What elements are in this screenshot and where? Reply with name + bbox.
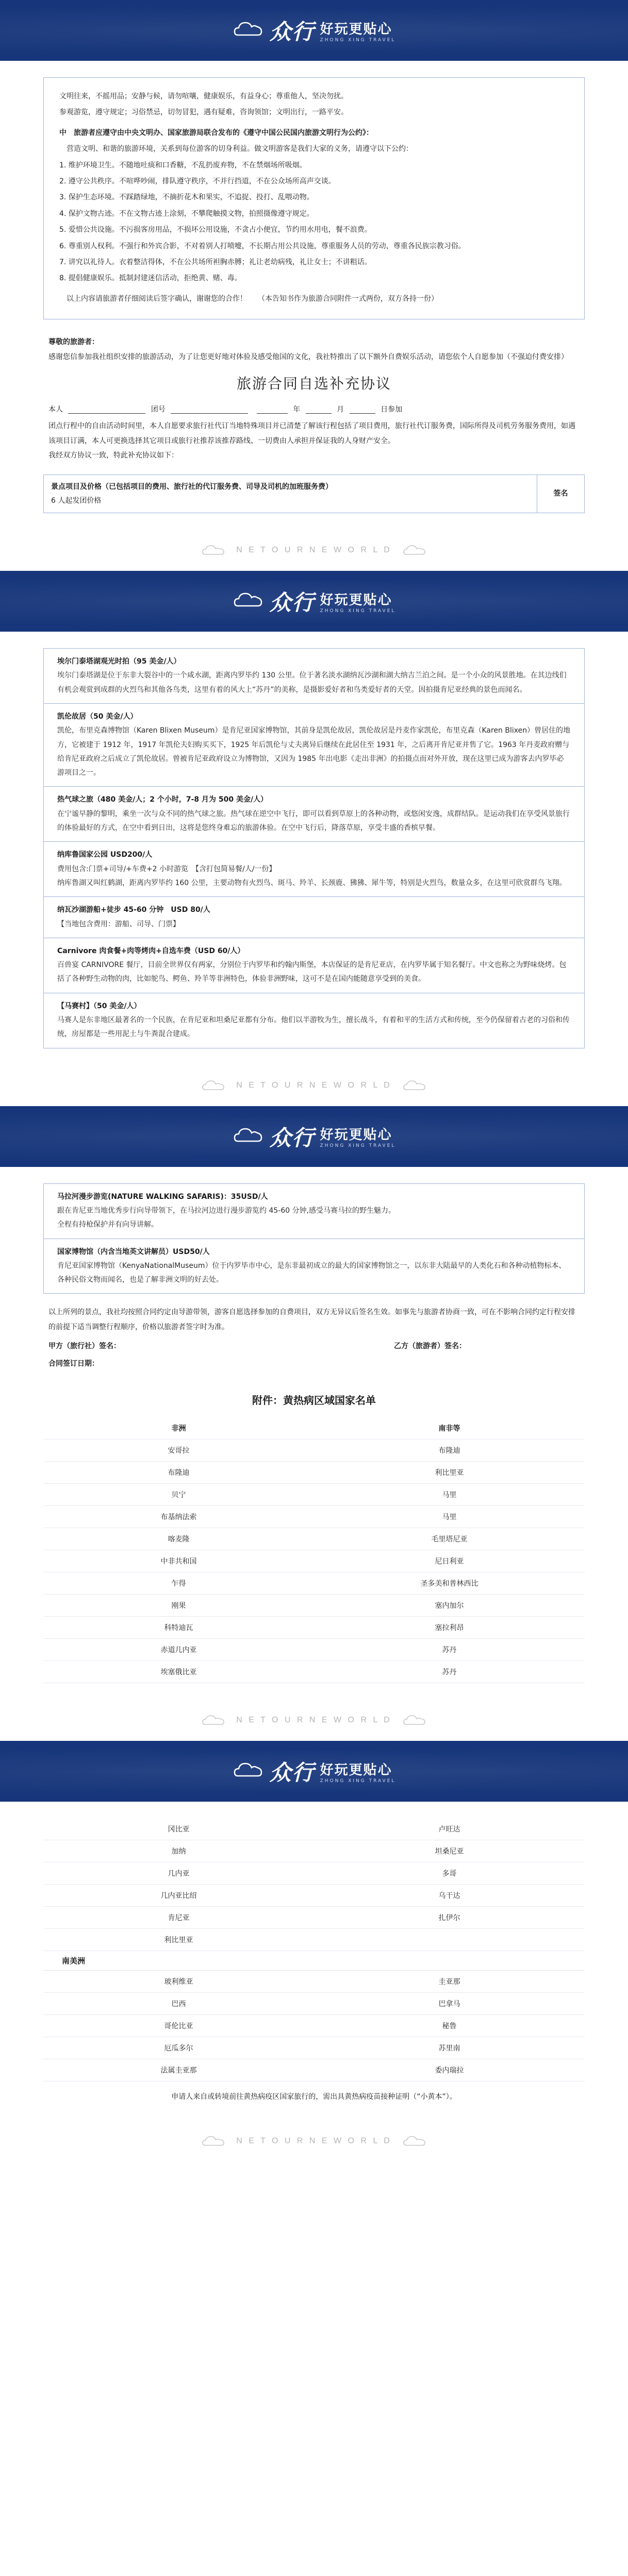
header-band (0, 0, 628, 61)
country-cell: 法属圭亚那 (43, 2059, 314, 2081)
name-blank[interactable] (68, 405, 145, 414)
country-cell: 冈比亚 (43, 1818, 314, 1840)
list-item (44, 993, 584, 1048)
civility-rule: 3. 保护生态环境。不踩踏绿地，不摘折花木和果实，不追捉、投打、乱喂动物。 (59, 193, 314, 202)
region-heading: 南美洲 (43, 1951, 585, 1971)
country-cell: 巴拿马 (314, 1993, 585, 2015)
civility-rule: 4. 保护文物古迹。不在文物古迹上涂刻，不攀爬触摸文物，拍照摄像遵守规定。 (59, 209, 314, 218)
brand-english: ZHONG XING TRAVEL (320, 1143, 396, 1149)
country-cell: 哥伦比亚 (43, 2015, 314, 2037)
month-blank[interactable] (306, 405, 332, 414)
cloud-logo-icon (233, 1121, 265, 1153)
party-a-label: 甲方（旅行社）签名： (48, 1342, 121, 1350)
country-cell: 委内瑞拉 (314, 2059, 585, 2081)
sign-column: 签名 (537, 474, 585, 513)
region-right: 南非等 (314, 1417, 585, 1439)
agreement-text (43, 419, 585, 463)
footer-text: N E T O U R N E W O R L D (236, 1716, 392, 1725)
item-desc: 马赛人是东非地区最著名的一个民族，在肯尼亚和坦桑尼亚都有分布。他们以半游牧为生，擅长战斗，有着和平的生活方式和传统，至今仍保留着古老的习俗和传统，房屋都是一些用泥土与牛粪混合建成。 (57, 1016, 570, 1039)
civility-box (43, 77, 585, 319)
country-grid (43, 1417, 585, 1683)
cloud-icon (403, 2136, 426, 2147)
list-item (44, 704, 584, 787)
country-cell: 多哥 (314, 1862, 585, 1885)
country-cell: 乍得 (43, 1572, 314, 1595)
country-cell: 圣多美和普林西比 (314, 1572, 585, 1595)
item-title: Carnivore 肉食餐+肉等烤肉+自选车费（USD 60/人） (57, 946, 245, 955)
items-section-a (0, 632, 628, 1065)
agreement-note: 我经双方协议一致，特此补充协议如下： (48, 451, 178, 460)
cloud-icon (202, 1715, 225, 1726)
civility-section (0, 61, 628, 530)
item-desc: 埃尔门泰塔湖是位于东非大裂谷中的一个咸水湖，距离内罗毕约 130 公里。位于著名淡水湖纳瓦沙湖和湖大纳吉兰泊之间。是一个小众的风景胜地。在其边线们有机会观赏到成群的火烈鸟和其他各鸟类，这里有着的风大上“苏丹”的美称，是摄影爱好者和鸟类爱好者的天堂。因拍摄肯尼亚经典的景色而闻名。 (57, 671, 567, 694)
party-b-label: 乙方（旅游者）签名： (394, 1342, 466, 1350)
cloud-icon (202, 2136, 225, 2147)
items-subheader: 6 人起发团价格 (51, 496, 102, 505)
list-item (44, 938, 584, 993)
civility-line: 参观游览，遵守规定；习俗禁忌，切勿冒犯，遇有疑难，咨询领馆；文明出行，一路平安。 (59, 108, 348, 117)
country-cell: 卢旺达 (314, 1818, 585, 1840)
header-band (0, 1106, 628, 1167)
dedication-text: 感谢您信参加我社组织安排的旅游活动，为了让您更好地对体验及感受他国的文化，我社特推出了以下额外自费娱乐活动，请您依个人自愿参加（不强迫付费安排） (48, 353, 568, 362)
country-cell: 秘鲁 (314, 2015, 585, 2037)
list-item (44, 1184, 584, 1239)
country-cell: 尼日利亚 (314, 1550, 585, 1572)
footer-strip (0, 530, 628, 571)
item-title: 【马赛村】（50 美金/人） (57, 1002, 141, 1010)
list-item (44, 649, 584, 704)
signature-row (48, 1339, 580, 1354)
brand-main: 众行 (269, 590, 315, 616)
country-grid (43, 1971, 585, 2081)
region-left: 非洲 (43, 1417, 314, 1439)
year-label: 年 (293, 405, 301, 414)
civility-rule: 7. 讲究以礼待人。衣着整洁得体，不在公共场所袒胸赤膊；礼让老幼病残，礼让女士；不讲粗话。 (59, 258, 372, 266)
country-cell: 中非共和国 (43, 1550, 314, 1572)
item-title: 马拉河漫步游览(NATURE WALKING SAFARIS)：35USD/人 (57, 1192, 268, 1201)
country-cell: 赤道几内亚 (43, 1639, 314, 1661)
cloud-logo-icon (233, 14, 265, 46)
country-cell: 安哥拉 (43, 1439, 314, 1462)
civility-rule: 1. 维护环境卫生。不随地吐痰和口香糖，不乱扔废弃物，不在禁烟场所吸烟。 (59, 161, 307, 170)
year-blank[interactable] (257, 405, 288, 414)
list-item (44, 787, 584, 842)
header-band (0, 571, 628, 632)
brand-logo (233, 14, 396, 46)
country-cell: 玻利维亚 (43, 1971, 314, 1993)
party-line (43, 402, 585, 417)
country-cell: 布隆迪 (314, 1439, 585, 1462)
civility-heading: 中 旅游者应遵守由中央文明办、国家旅游局联合发布的《遵守中国公民国内旅游文明行为公约》： (59, 128, 373, 137)
item-title: 国家博物馆（内含当地英文讲解员）USD50/人 (57, 1247, 210, 1256)
month-label: 月 (337, 405, 344, 414)
country-cell: 科特迪瓦 (43, 1617, 314, 1639)
item-desc: 在宁谧早静的黎明，乘坐一次与众不同的热气球之旅。热气球在逆空中飞行，即可以看到草原上的各种动物，或悠闲安逸，成群结队。是运动我们在享受风景旅行的体验最好的方式，在空中看到日出，这将是您终身难忘的旅游体验。在空中飞行后，降落草原，享受丰盛的香槟早餐。 (57, 809, 570, 833)
country-cell: 几内亚 (43, 1862, 314, 1885)
country-cell: 布隆迪 (43, 1462, 314, 1484)
cloud-logo-icon (233, 585, 265, 617)
item-title: 凯伦故居（50 美金/人） (57, 713, 138, 721)
brand-english: ZHONG XING TRAVEL (320, 1778, 396, 1784)
cloud-icon (403, 1715, 426, 1726)
brand-slogan: 好玩更贴心 (320, 1127, 392, 1143)
cloud-icon (403, 545, 426, 556)
brand-slogan: 好玩更贴心 (320, 21, 392, 37)
country-cell: 苏丹 (314, 1661, 585, 1683)
items-header: 景点项目及价格（已包括项目的费用、旅行社的代订服务费、司导及司机的加班服务费） (51, 482, 333, 491)
country-cell: 利比里亚 (43, 1929, 314, 1951)
footer-text: N E T O U R N E W O R L D (236, 546, 392, 555)
brand-main: 众行 (269, 1125, 315, 1150)
country-cell: 刚果 (43, 1595, 314, 1617)
appendix-note: 申请人来自或转境前往黄热病疫区国家旅行的，需出具黄热病疫苗接种证明（“小黄本”）。 (171, 2093, 457, 2102)
footer-text: N E T O U R N E W O R L D (236, 2137, 392, 2146)
country-cell (314, 1929, 585, 1951)
country-cell: 布基纳法索 (43, 1506, 314, 1528)
country-cell: 毛里塔尼亚 (314, 1528, 585, 1550)
item-title: 热气球之旅（480 美金/人；2 个小时，7-8 月为 500 美金/人） (57, 795, 268, 804)
country-cell: 肯尼亚 (43, 1907, 314, 1929)
appendix-title: 附件：黄热病区域国家名单 (252, 1394, 376, 1407)
day-blank[interactable] (350, 405, 375, 414)
country-cell: 加纳 (43, 1840, 314, 1862)
cloud-icon (202, 545, 225, 556)
country-grid (43, 1818, 585, 1951)
country-cell: 几内亚比绍 (43, 1885, 314, 1907)
brand-main: 众行 (269, 19, 315, 44)
civility-line: 文明往来，不摇用品；安静与候，请勿喧嚷，健康娱乐，有益身心；尊重他人，坚决勿扰。 (59, 92, 348, 100)
item-desc: 凯伦，布里克森博物馆（Karen Blixen Museum）是肯尼亚国家博物馆，其前身是凯伦故居，凯伦故居是丹麦作家凯伦，布里克森（Karen Blixen）曾居住的地方，它被建于 1912 年，1917 年凯伦夫妇购买买下，1925 年后凯伦与丈夫离异后继续在此居住至 1931 年，之后离开肯尼亚并售了它。1963 年丹麦政府赠与给肯尼亚政府之后成立了凯伦故居。曾被肯尼亚政府设立为博物馆，又因为 1985 年出电影《走出非洲》的拍摄点而对外开放，现在这里已成为游客去内罗毕必游项目之一。 (57, 726, 571, 777)
item-title: 埃尔门泰塔湖观光时拍（95 美金/人） (57, 657, 181, 666)
brand-english: ZHONG XING TRAVEL (320, 37, 396, 43)
country-cell: 埃塞俄比亚 (43, 1661, 314, 1683)
item-desc: 百兽宴 CARNIVORE 餐厅，目前全世界仅有两家，分别位于内罗毕和约翰内斯堡，本店保证的是肯尼亚店，在内罗毕属于知名餐厅。中文也称之为野味烧烤。包括了各种野生动物的肉，比如鸵鸟、鳄鱼、羚羊等非洲特色，体验非洲野味，这可不是在国内能随意享受到的美食。 (57, 961, 567, 984)
country-cell: 利比里亚 (314, 1462, 585, 1484)
civility-rule: 8. 提倡健康娱乐。抵制封建迷信活动，拒绝黄、赌、毒。 (59, 274, 242, 283)
country-cell: 塞内加尔 (314, 1595, 585, 1617)
country-cell: 苏丹 (314, 1639, 585, 1661)
country-cell: 坦桑尼亚 (314, 1840, 585, 1862)
civility-rule: 2. 遵守公共秩序。不喧哗吵闹，排队遵守秩序，不并行挡道，不在公众场所高声交谈。 (59, 177, 336, 185)
closing-text: 以上所列的景点，我社均按照合同约定由导游带领，游客自愿选择参加的自费项目，双方无异议后签名生效。如事先与旅游者协商一致，可在不影响合同约定行程安排的前提下适当调整行程顺序，价格以旅游者签字时为准。 (48, 1308, 575, 1332)
country-cell: 喀麦隆 (43, 1528, 314, 1550)
country-cell: 马里 (314, 1506, 585, 1528)
civility-closing: 以上内容请旅游者仔细阅读后签字确认，谢谢您的合作！ （本告知书作为旅游合同附件一式两份，双方各持一份） (67, 294, 438, 303)
bottom-spacer (0, 2162, 628, 2177)
items-section-b (0, 1167, 628, 1700)
country-cell: 巴西 (43, 1993, 314, 2015)
dedication-heading: 尊敬的旅游者： (48, 338, 99, 347)
brand-main: 众行 (269, 1760, 315, 1786)
party-label: 本人 (48, 405, 63, 414)
closing-block (43, 1294, 585, 1371)
brand-slogan: 好玩更贴心 (320, 592, 392, 608)
items-header-table (43, 474, 585, 513)
brand-logo (233, 585, 396, 617)
brand-logo (233, 1121, 396, 1153)
appendix-page2 (0, 1802, 628, 2121)
brand-slogan: 好玩更贴心 (320, 1762, 392, 1778)
agreement-title: 旅游合同自选补充协议 (236, 375, 391, 392)
cloud-icon (403, 1080, 426, 1091)
list-item (44, 842, 584, 897)
item-title: 纳瓦沙湖游船+徒步 45-60 分钟 USD 80/人 (57, 906, 210, 914)
civility-intro: 营造文明、和谐的旅游环境，关系到每位游客的切身利益。做文明游客是我们大家的义务，请遵守以下公约： (67, 145, 413, 154)
item-desc: 【当地包含费用：游船、司导、门票】 (57, 920, 180, 928)
country-cell: 圭亚那 (314, 1971, 585, 1993)
cloud-logo-icon (233, 1755, 265, 1787)
item-desc: 费用包含:门票+司导/+车费+2 小时游览 【含打包简易餐/人/一份】 纳库鲁湖又叫红鹤湖，距离内罗毕约 160 公里，主要动物有火烈鸟、斑马、羚羊、长颈鹿、狒狒、犀牛等，特别是火烈鸟，数量众多，在这里可欣赏群鸟飞翔。 (57, 865, 567, 887)
list-item (44, 897, 584, 938)
group-blank[interactable] (171, 405, 248, 414)
country-cell: 厄瓜多尔 (43, 2037, 314, 2059)
civility-rule: 5. 爱惜公共设施。不污损客房用品，不损坏公用设施，不贪占小便宜，节约用水用电，餐不浪费。 (59, 226, 372, 234)
items-header-cell (44, 474, 537, 513)
list-item (44, 1239, 584, 1294)
item-desc: 肯尼亚国家博物馆（KenyaNationalMuseum）位于内罗毕市中心，是东非最初成立的最大的国家博物馆之一，以东非大陆最早的人类化石和各种动植物标本、各种民俗文物而闻名，也是了解非洲文明的好去处。 (57, 1261, 566, 1284)
header-band (0, 1741, 628, 1802)
group-label: 团号 (151, 405, 166, 414)
country-cell: 贝宁 (43, 1484, 314, 1506)
country-cell: 马里 (314, 1484, 585, 1506)
cloud-icon (202, 1080, 225, 1091)
footer-strip (0, 1065, 628, 1106)
agreement-body: 团点行程中的自由活动时间里，本人自愿要求旅行社代订当地特殊项目并已清楚了解该行程包括了项目费用，旅行社代订服务费，国际所得及司机劳务服务费用，如遇该项目订满，本人可更换选择其它项目或旅行社推荐该推荐路线、一切费由人承担并保证我的人身财产安全。 (48, 421, 575, 445)
date-label: 合同签订日期： (48, 1360, 99, 1368)
civility-rule: 6. 尊重别人权利。不强行和外宾合影，不对着别人打喷嚏，不长期占用公共设施，尊重服务人员的劳动，尊重各民族宗教习俗。 (59, 242, 466, 250)
dedication (43, 319, 585, 365)
footer-strip (0, 2121, 628, 2162)
day-label: 日参加 (381, 405, 403, 414)
footer-strip (0, 1700, 628, 1741)
item-title: 纳库鲁国家公园 USD200/人 (57, 851, 153, 859)
footer-text: N E T O U R N E W O R L D (236, 1080, 392, 1090)
items-list (43, 648, 585, 1048)
item-desc: 跟在肯尼亚当地优秀步行向导带领下，在马拉河边进行漫步游览约 45-60 分钟,感受马赛马拉的野生魅力。 全程有持枪保护并有向导讲解。 (57, 1206, 396, 1229)
items-list (43, 1183, 585, 1294)
country-cell: 乌干达 (314, 1885, 585, 1907)
country-cell: 苏里南 (314, 2037, 585, 2059)
country-cell: 塞拉利昂 (314, 1617, 585, 1639)
country-cell: 扎伊尔 (314, 1907, 585, 1929)
brand-english: ZHONG XING TRAVEL (320, 608, 396, 614)
brand-logo (233, 1755, 396, 1787)
